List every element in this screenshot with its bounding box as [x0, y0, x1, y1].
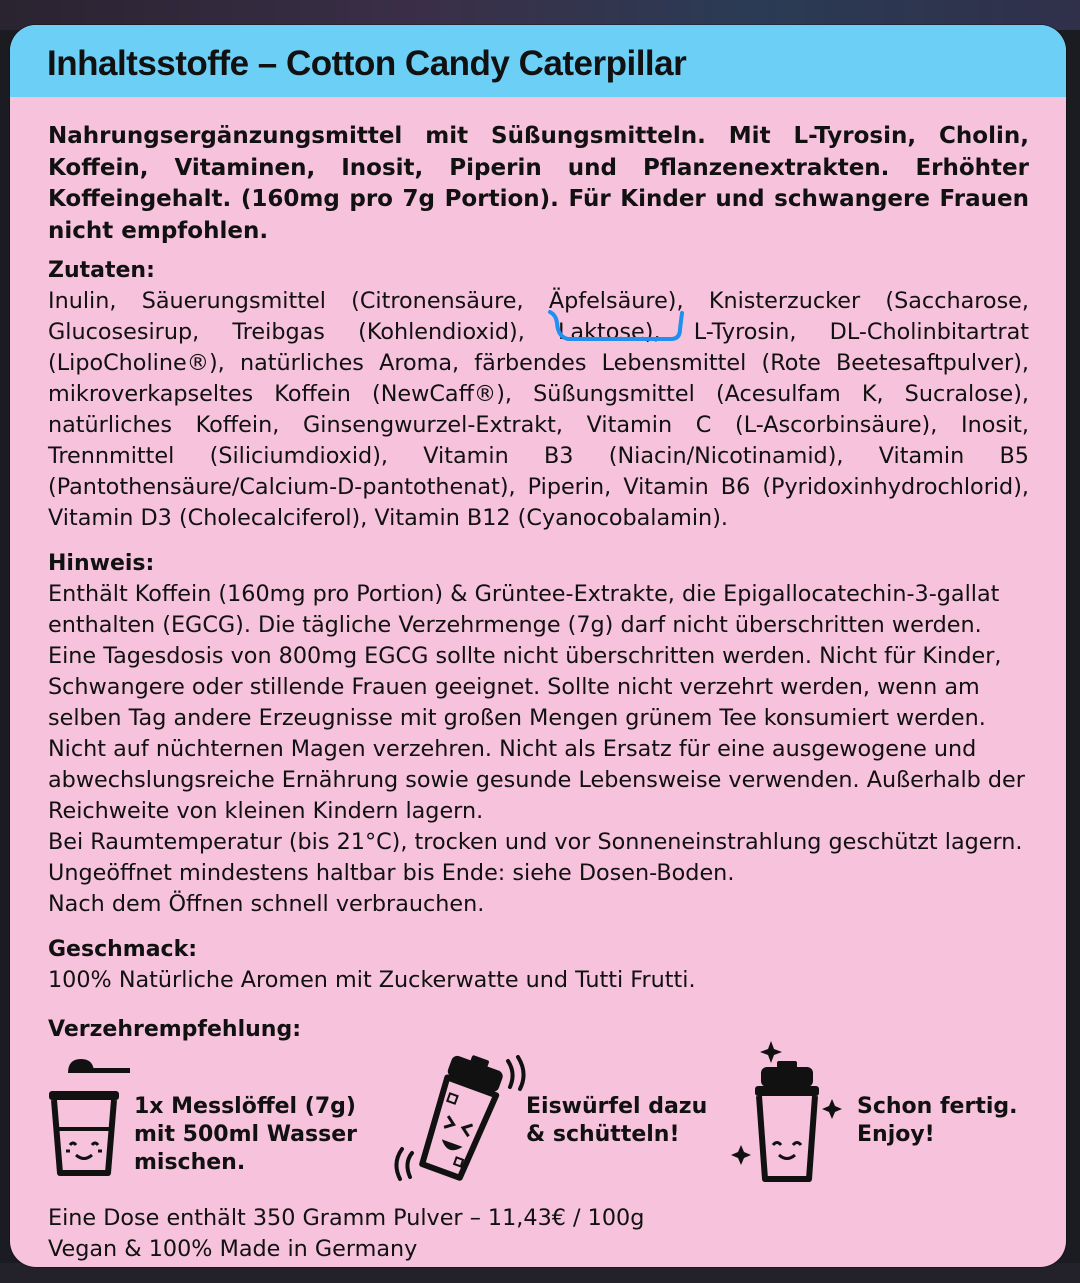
hinweis-heading: Hinweis:	[48, 551, 155, 576]
geschmack-heading: Geschmack:	[48, 937, 198, 962]
step-3-text: Schon fertig. Enjoy!	[857, 1094, 1018, 1147]
after-opening-text: Nach dem Öffnen schnell verbrauchen.	[48, 891, 485, 917]
geschmack-section	[48, 934, 1029, 965]
zutaten-section	[48, 255, 1029, 286]
step-1-text: 1x Messlöffel (7g) mit 500ml Wasser mischen.	[134, 1094, 357, 1175]
zutaten-text-before: Inulin, Säuerungsmittel (Citronensäure, Äpfelsäure), Knisterzucker (Saccharose, Glucosesirup, Treibgas (Kohlendioxid),	[48, 288, 1029, 345]
card-title: Inhaltsstoffe – Cotton Candy Caterpillar	[47, 44, 687, 83]
zutaten-text-after: L-Tyrosin, DL-Cholinbitartrat (LipoCholine®), natürliches Aroma, färbendes Lebensmittel (Rote Beetesaftpulver), mikroverkapseltes Koffein (NewCaff®), Süßungsmittel (Acesulfam K, Sucralose), natürliches Koffein, Ginsengwurzel-Extrakt, Vitamin C (L-Ascorbinsäure), Inosit, Trennmittel (Siliciumdioxid), Vitamin B3 (Niacin/Nicotinamid), Vitamin B5 (Pantothensäure/Calcium-D-pantothenat), Piperin, Vitamin B6 (Pyridoxinhydrochlorid), Vitamin D3 (Cholecalciferol), Vitamin B12 (Cyanocobalamin).	[48, 319, 1029, 531]
geschmack-text: 100% Natürliche Aromen mit Zuckerwatte und Tutti Frutti.	[48, 967, 696, 993]
storage-text: Bei Raumtemperatur (bis 21°C), trocken und vor Sonneneinstrahlung geschützt lagern.	[48, 829, 1023, 855]
usage-steps	[48, 1055, 1029, 1195]
laktose-label: Laktose),	[558, 319, 661, 345]
footer-price-line: Eine Dose enthält 350 Gramm Pulver – 11,43€ / 100g	[48, 1205, 645, 1231]
ingredients-card	[10, 25, 1066, 1267]
shaking-shaker-icon	[390, 1055, 532, 1183]
sparkling-shaker-icon	[731, 1041, 843, 1187]
laktose-highlight	[558, 317, 661, 348]
verzehr-section	[48, 1014, 1029, 1045]
zutaten-heading: Zutaten:	[48, 258, 155, 283]
hinweis-text: Enthält Koffein (160mg pro Portion) & Grüntee-Extrakte, die Epigallocatechin-3-gallat enthalten (EGCG). Die tägliche Verzehrmenge (7g) darf nicht überschritten werden. Eine Tagesdosis von 800mg EGCG sollte nicht überschritten werden. Nicht für Kinder, Schwangere oder stillende Frauen geeignet. Sollte nicht verzehrt werden, wenn am selben Tag andere Erzeugnisse mit großen Mengen grünem Tee konsumiert werden. Nicht auf nüchternen Magen verzehren. Nicht als Ersatz für eine ausgewogene und abwechslungsreiche Ernährung sowie gesunde Lebensweise verwenden. Außerhalb der Reichweite von kleinen Kindern lagern.	[48, 581, 1025, 824]
card-content	[10, 97, 1066, 1265]
verzehr-heading: Verzehrempfehlung:	[48, 1017, 301, 1042]
shelf-life-text: Ungeöffnet mindestens haltbar bis Ende: siehe Dosen-Boden.	[48, 860, 735, 886]
intro-text: Nahrungsergänzungsmittel mit Süßungsmitteln. Mit L-Tyrosin, Cholin, Koffein, Vitaminen, Inosit, Piperin und Pflanzenextrakten. Erhöhter Koffeingehalt. (160mg pro 7g Portion). Für Kinder und schwangere Frauen nicht empfohlen.	[48, 123, 1029, 244]
zutaten-text	[48, 286, 1029, 534]
footer	[48, 1203, 1029, 1265]
footer-origin-line: Vegan & 100% Made in Germany	[48, 1236, 418, 1262]
hinweis-section	[48, 548, 1029, 579]
step-2-text: Eiswürfel dazu & schütteln!	[526, 1094, 708, 1147]
card-header	[10, 25, 1066, 97]
scoop-cup-icon	[48, 1059, 130, 1177]
